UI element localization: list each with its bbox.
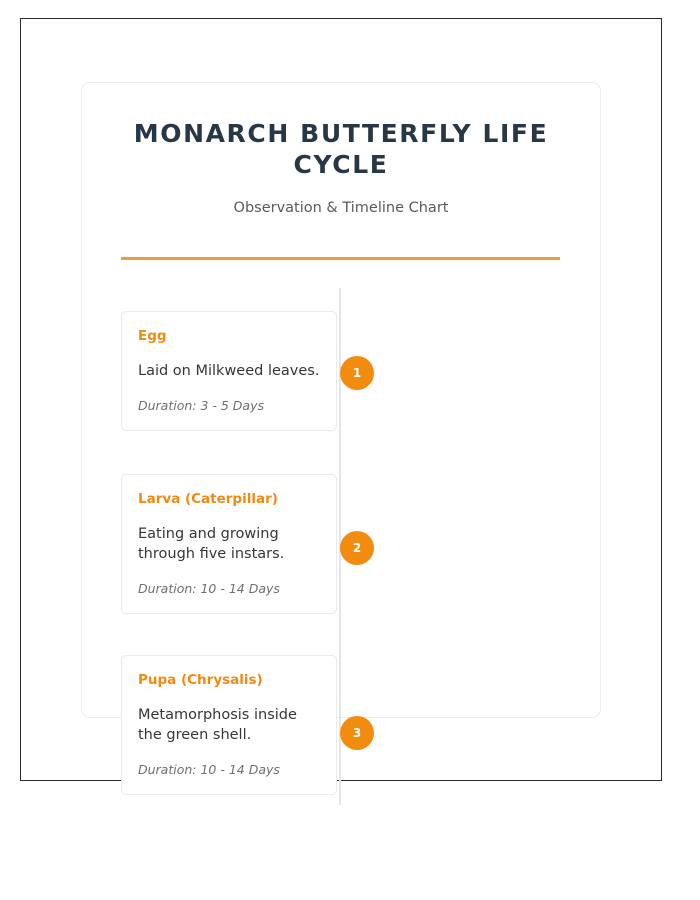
page-title-line-2: CYCLE bbox=[293, 150, 389, 179]
stage-name: Egg bbox=[138, 328, 167, 344]
stage-description: Laid on Milkweed leaves. bbox=[138, 363, 320, 379]
report-header bbox=[81, 82, 601, 217]
stage-description: Metamorphosis inside the green shell. bbox=[138, 707, 297, 743]
timeline-stage-card[interactable] bbox=[121, 655, 337, 795]
stage-name: Pupa (Chrysalis) bbox=[138, 672, 263, 688]
page-title bbox=[81, 118, 601, 180]
stage-number-badge[interactable]: 3 bbox=[340, 716, 374, 750]
page-title-line-1: MONARCH BUTTERFLY LIFE bbox=[133, 119, 549, 148]
header-divider bbox=[121, 257, 560, 260]
timeline-stage-card[interactable] bbox=[121, 474, 337, 614]
page-subtitle: Observation & Timeline Chart bbox=[233, 200, 449, 216]
stage-duration: Duration: 10 - 14 Days bbox=[138, 762, 280, 777]
stage-number-badge[interactable]: 2 bbox=[340, 531, 374, 565]
stage-duration: Duration: 10 - 14 Days bbox=[138, 581, 280, 596]
timeline-stage-card[interactable] bbox=[121, 311, 337, 431]
stage-duration: Duration: 3 - 5 Days bbox=[138, 398, 265, 413]
stage-number-badge[interactable]: 1 bbox=[340, 356, 374, 390]
stage-name: Larva (Caterpillar) bbox=[138, 491, 278, 507]
stage-description: Eating and growing through five instars. bbox=[138, 526, 285, 562]
